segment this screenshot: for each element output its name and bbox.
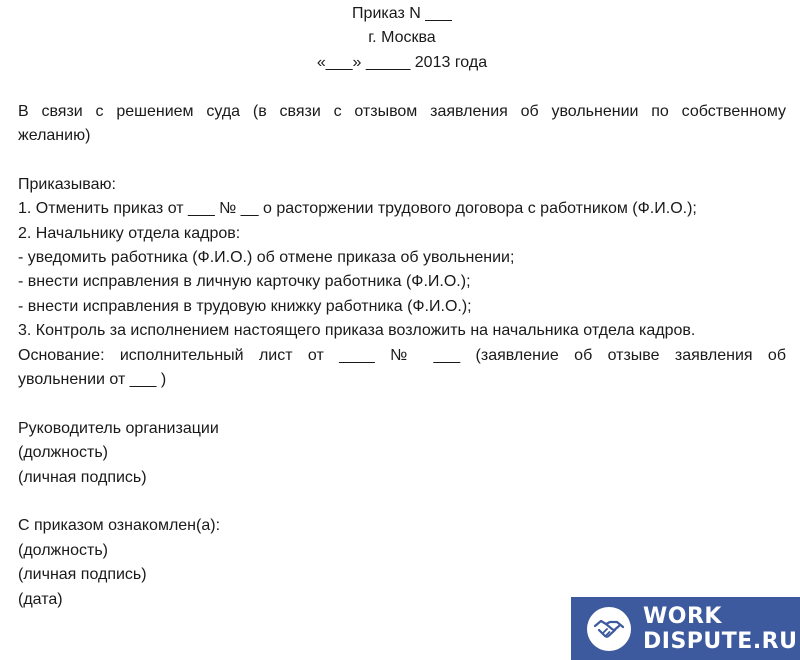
order-item-1: 1. Отменить приказ от ___ № __ о расторжении трудового договора с работником (Ф.И.О.);	[18, 200, 697, 218]
order-date: «___» _____ 2013 года	[316, 53, 488, 71]
basis-line-1: Основание: исполнительный лист от ____ № ___ (заявление об отзыве заявления об	[18, 346, 786, 364]
acknowledge-position: (должность)	[18, 541, 108, 559]
spacer	[18, 490, 786, 514]
spacer	[18, 148, 786, 172]
preamble-line-2: желанию)	[18, 127, 91, 145]
acknowledge-sign: (личная подпись)	[18, 566, 147, 584]
order-title: Приказ N ___	[352, 5, 452, 22]
acknowledge-heading: С приказом ознакомлен(а):	[18, 517, 221, 535]
signature-head: Руководитель организации	[18, 419, 219, 437]
order-subitem-1: - уведомить работника (Ф.И.О.) об отмене приказа об увольнении;	[18, 249, 515, 267]
spacer	[18, 392, 786, 416]
order-subitem-2: - внести исправления в личную карточку работника (Ф.И.О.);	[18, 273, 471, 291]
logo-line-2: DISPUTE.RU	[643, 629, 798, 654]
basis-line-2: увольнении от ___ )	[18, 371, 167, 389]
order-document	[18, 2, 786, 612]
logo-line-1: WORK	[643, 604, 722, 629]
order-heading: Приказываю:	[18, 175, 116, 193]
preamble-line-1: В связи с решением суда (в связи с отзывом заявления об увольнении по собственному	[18, 102, 786, 120]
workdispute-logo	[571, 597, 800, 660]
signature-sign: (личная подпись)	[18, 468, 147, 486]
acknowledge-date: (дата)	[18, 590, 63, 608]
signature-position: (должность)	[18, 444, 108, 462]
order-city: г. Москва	[368, 29, 436, 47]
order-item-2: 2. Начальнику отдела кадров:	[18, 224, 241, 242]
order-item-3: 3. Контроль за исполнением настоящего приказа возложить на начальника отдела кадров.	[18, 322, 696, 340]
handshake-icon	[587, 607, 631, 651]
spacer	[18, 75, 786, 99]
logo-text	[643, 604, 797, 654]
order-subitem-3: - внести исправления в трудовую книжку работника (Ф.И.О.);	[18, 297, 472, 315]
